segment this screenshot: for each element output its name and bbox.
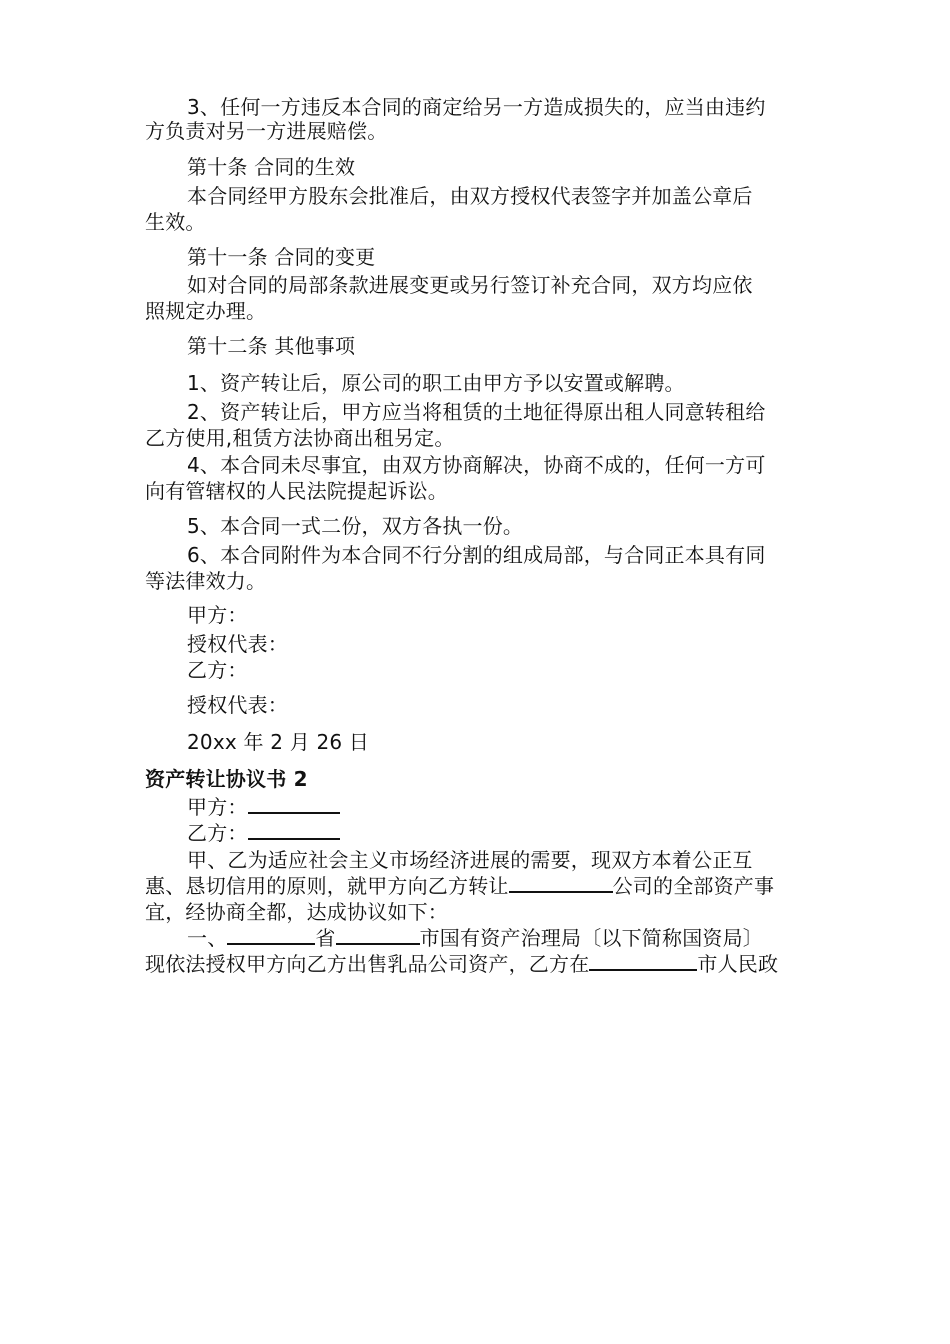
article11-line1: 如对合同的局部条款进展变更或另行签订补充合同，双方均应依 <box>187 273 753 297</box>
section2-party-b <box>187 820 340 846</box>
signature-party-a: 甲方： <box>187 603 248 627</box>
signature-date: 20xx 年 2 月 26 日 <box>187 730 370 754</box>
clause1-line1 <box>187 925 763 951</box>
clause1-line2-a: 现依法授权甲方向乙方出售乳品公司资产，乙方在 <box>145 952 590 976</box>
party-b-blank <box>248 820 340 840</box>
article12-item4-line1: 4、本合同未尽事宜，由双方协商解决，协商不成的，任何一方可 <box>187 453 766 477</box>
article12-item2-line2: 乙方使用,租赁方法协商出租另定。 <box>145 426 455 450</box>
signature-rep-a: 授权代表： <box>187 632 288 656</box>
clause1-province: 省 <box>315 926 336 950</box>
party-a-blank <box>248 794 340 814</box>
province-blank <box>227 925 315 945</box>
party-b-label: 乙方： <box>187 821 248 845</box>
intro-line3: 宜，经协商全都，达成协议如下： <box>145 900 448 924</box>
article11-heading: 第十一条 合同的变更 <box>187 245 376 269</box>
clause1-prefix: 一、 <box>187 926 228 950</box>
article11-line2: 照规定办理。 <box>145 299 267 323</box>
article12-item1: 1、资产转让后，原公司的职工由甲方予以安置或解聘。 <box>187 371 685 395</box>
article12-item6-line1: 6、本合同附件为本合同不行分割的组成局部，与合同正本具有同 <box>187 543 766 567</box>
signature-rep-b: 授权代表： <box>187 693 288 717</box>
intro-line2 <box>145 873 774 899</box>
article10-line1: 本合同经甲方股东会批准后，由双方授权代表签字并加盖公章后 <box>187 184 753 208</box>
article12-item6-line2: 等法律效力。 <box>145 569 267 593</box>
article12-heading: 第十二条 其他事项 <box>187 334 356 358</box>
item3-line2: 方负责对另一方进展赔偿。 <box>145 119 388 143</box>
section2-title: 资产转让协议书 2 <box>145 767 308 791</box>
city-blank <box>336 925 420 945</box>
clause1-line2 <box>145 951 778 977</box>
signature-party-b: 乙方： <box>187 658 248 682</box>
party-a-label: 甲方： <box>187 795 248 819</box>
item3-line1: 3、任何一方违反本合同的商定给另一方造成损失的，应当由违约 <box>187 95 766 119</box>
intro-line1: 甲、乙为适应社会主义市场经济进展的需要，现双方本着公正互 <box>187 848 753 872</box>
clause1-rest: 市国有资产治理局〔以下简称国资局〕 <box>419 926 764 950</box>
article12-item5: 5、本合同一式二份，双方各执一份。 <box>187 514 524 538</box>
article10-line2: 生效。 <box>145 210 206 234</box>
article12-item2-line1: 2、资产转让后，甲方应当将租赁的土地征得原出租人同意转租给 <box>187 400 766 424</box>
clause1-line2-b: 市人民政 <box>697 952 779 976</box>
company-blank <box>509 873 613 893</box>
article10-heading: 第十条 合同的生效 <box>187 155 356 179</box>
intro-line2-b: 公司的全部资产事 <box>612 874 775 898</box>
intro-line2-a: 惠、恳切信用的原则，就甲方向乙方转让 <box>145 874 509 898</box>
section2-party-a <box>187 794 340 820</box>
city2-blank <box>589 951 697 971</box>
article12-item4-line2: 向有管辖权的人民法院提起诉讼。 <box>145 479 448 503</box>
